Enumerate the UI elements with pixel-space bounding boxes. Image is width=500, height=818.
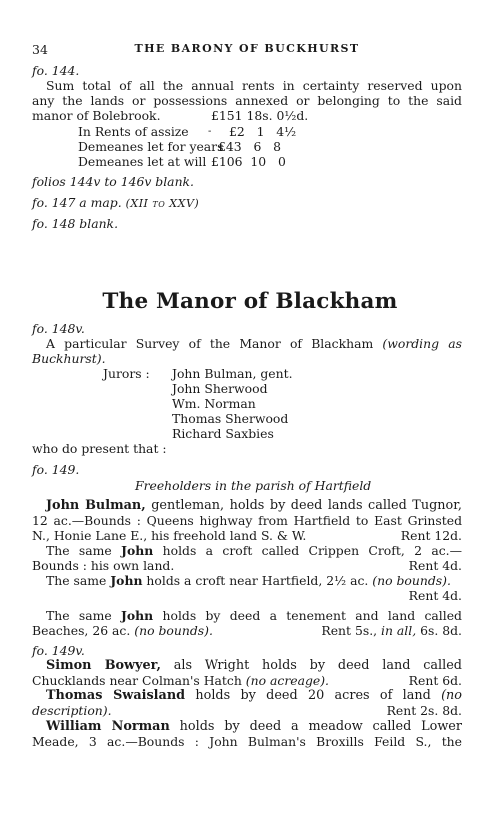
entry-beaches-total: 6s. 8d. [420, 623, 462, 638]
running-title: THE BARONY OF BUCKHURST [134, 42, 360, 55]
entry-swaisland-line-1 [46, 688, 462, 703]
entry-bowyer-text: als Wright holds by deed land called [173, 658, 462, 673]
rents-row-amount: £2 1 4½ [229, 124, 297, 139]
demeanes-years-amount: £43 6 8 [218, 139, 282, 154]
rents-row-label: In Rents of assize [78, 124, 189, 139]
juror-2: John Sherwood [172, 381, 268, 396]
subheading: Freeholders in the parish of Hartfield [135, 478, 372, 493]
folio-148v: fo. 148v. [32, 321, 85, 336]
entry-crippen-line-2 [32, 558, 462, 573]
entry-beaches-prefix: The same [46, 608, 112, 623]
folio-149v: fo. 149v. [32, 643, 85, 658]
sum-total: £151 18s. 0½d. [211, 108, 309, 123]
entry-bowyer-rent: Rent 6d. [408, 673, 462, 688]
jurors-label: Jurors : [103, 366, 150, 381]
entry-hartfield-prefix: The same [46, 573, 107, 588]
demeanes-will-label: Demeanes let at will [78, 154, 207, 169]
folios-blank: folios 144v to 146v blank. [32, 174, 194, 189]
page-number: 34 [32, 42, 48, 57]
entry-bulman-line-1 [46, 498, 462, 513]
entry-hartfield-name: John [110, 573, 143, 588]
entry-beaches-in-all: in all, [381, 623, 417, 638]
page-header [32, 42, 462, 58]
sum-line-1: Sum total of all the annual rents in certainty reserved upon [46, 78, 462, 93]
entry-crippen-text: holds a croft called Crippen Croft, 2 ac.— [162, 543, 462, 558]
entry-beaches-text: holds by deed a tenement and land called [162, 608, 462, 623]
entry-bulman-line-3 [32, 528, 462, 543]
entry-swaisland-description: description). [32, 703, 112, 718]
entry-bulman-bounds: N., Honie Lane E., his freehold land S. & W. [32, 528, 307, 543]
entry-bulman-text: gentleman, holds by deed lands called Tugnor, [151, 498, 462, 513]
entry-bulman-line-2: 12 ac.—Bounds : Queens highway from Hartfield to East Grinsted [32, 513, 462, 528]
entry-crippen-line-1 [46, 543, 462, 558]
entry-bowyer-place: Chucklands near Colman's Hatch [32, 673, 242, 688]
folio-147 [32, 195, 199, 211]
demeanes-will-amount: £106 10 0 [211, 154, 286, 169]
folio-147-text: fo. 147 a map. [32, 195, 122, 210]
entry-hartfield-croft-line-1 [46, 573, 462, 588]
intro-wording: (wording as [382, 336, 462, 351]
entry-bowyer-noacreage: (no acreage). [245, 673, 330, 688]
entry-crippen-rent: Rent 4d. [408, 558, 462, 573]
folio-144: fo. 144. [32, 63, 80, 78]
demeanes-years-label: Demeanes let for years [78, 139, 224, 154]
entry-beaches-rent [321, 623, 462, 638]
entry-crippen-prefix: The same [46, 543, 112, 558]
entry-crippen-bounds: Bounds : his own land. [32, 558, 175, 573]
entry-swaisland-text: holds by deed 20 acres of land [195, 688, 431, 703]
entry-hartfield-nobounds: (no bounds). [372, 573, 451, 588]
juror-5: Richard Saxbies [172, 426, 274, 441]
entry-norman-line-2: Meade, 3 ac.—Bounds : John Bulman's Broxills Feild S., the [32, 734, 462, 749]
present-line: who do present that : [32, 441, 167, 456]
intro-line-1 [46, 336, 462, 351]
entry-beaches-place: Beaches, 26 ac. [32, 623, 131, 638]
entry-norman-line-1 [46, 719, 462, 734]
entry-bowyer-name: Simon Bowyer, [46, 658, 161, 673]
entry-hartfield-rent: Rent 4d. [408, 588, 462, 603]
entry-bowyer-line-1 [46, 658, 462, 673]
entry-norman-name: William Norman [46, 719, 170, 734]
folio-149: fo. 149. [32, 462, 80, 477]
entry-bulman-rent: Rent 12d. [400, 528, 462, 543]
entry-beaches-nobounds: (no bounds). [134, 623, 213, 638]
intro-line-2: Buckhurst). [32, 351, 106, 366]
entry-beaches-line-2 [32, 623, 462, 638]
juror-1: John Bulman, gent. [172, 366, 293, 381]
entry-norman-text: holds by deed a meadow called Lower [179, 719, 462, 734]
rents-row-mark: - [208, 126, 212, 137]
entry-swaisland-name: Thomas Swaisland [46, 688, 186, 703]
entry-beaches-rent-amount: Rent 5s., [321, 623, 378, 638]
folio-147-range: (XII to XXV) [125, 197, 200, 210]
section-title: The Manor of Blackham [102, 289, 398, 314]
entry-bulman-name: John Bulman, [46, 498, 146, 513]
sum-line-3: manor of Bolebrook. [32, 108, 161, 123]
folio-148: fo. 148 blank. [32, 216, 119, 231]
entry-crippen-name: John [121, 543, 154, 558]
entry-swaisland-rent: Rent 2s. 8d. [386, 703, 462, 718]
entry-bowyer-line-2 [32, 673, 462, 688]
intro-text: A particular Survey of the Manor of Blackham [46, 336, 374, 351]
sum-line-2: any the lands or possessions annexed or belonging to the said [32, 93, 462, 108]
entry-swaisland-no: (no [441, 688, 463, 703]
juror-3: Wm. Norman [172, 396, 256, 411]
entry-hartfield-text: holds a croft near Hartfield, 2½ ac. [146, 573, 369, 588]
entry-swaisland-line-2 [32, 703, 462, 718]
entry-beaches-line-1 [46, 608, 462, 623]
entry-beaches-name: John [121, 608, 154, 623]
juror-4: Thomas Sherwood [172, 411, 289, 426]
